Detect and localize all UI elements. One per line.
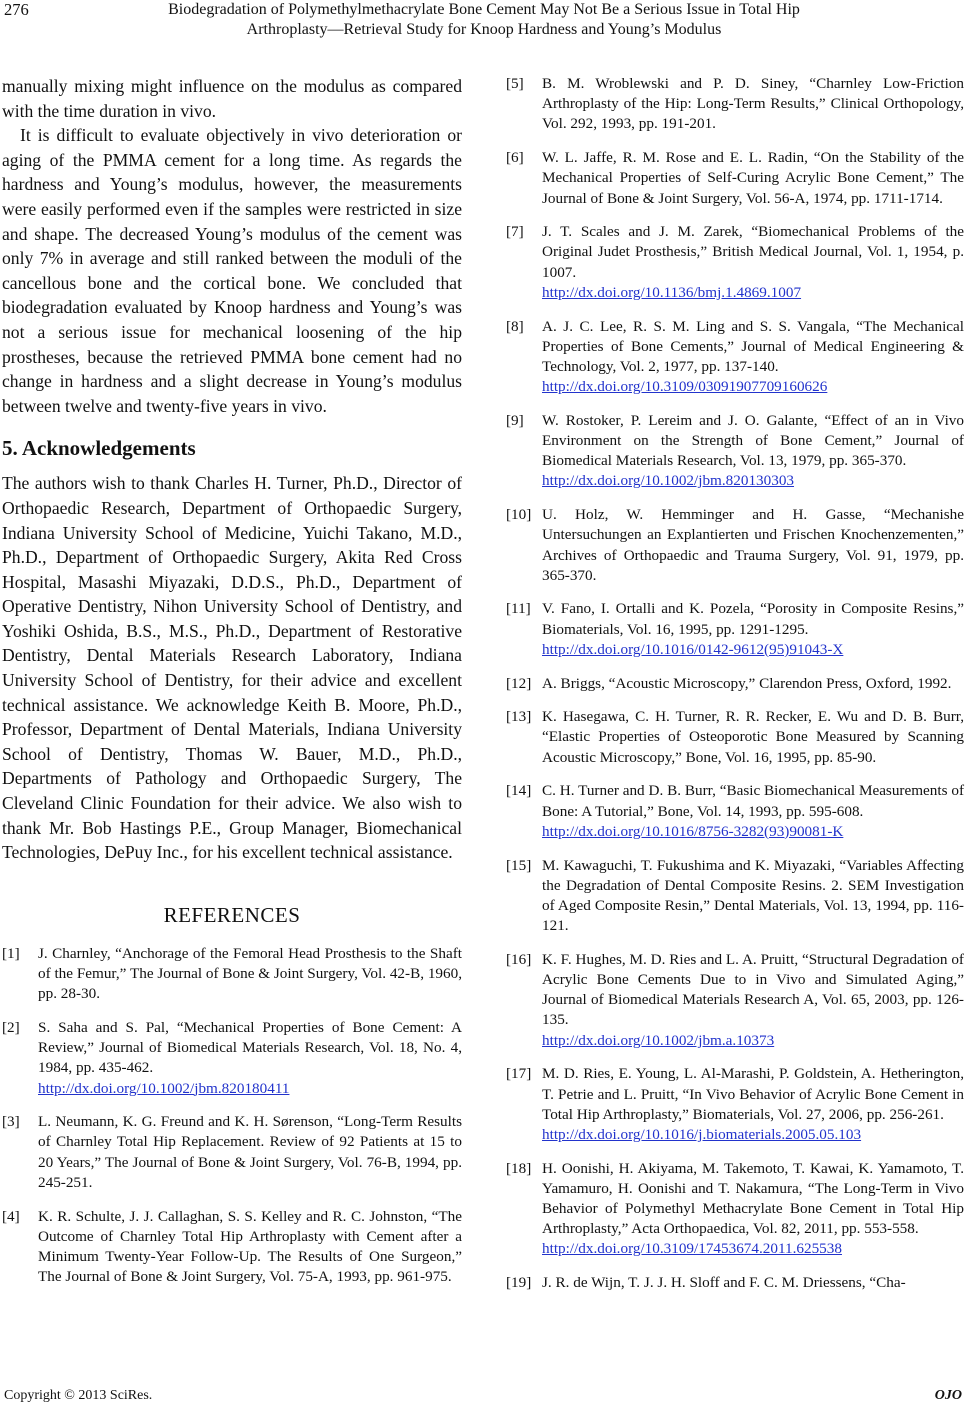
reference-item xyxy=(506,505,964,586)
doi-link[interactable]: http://dx.doi.org/10.1002/jbm.820180411 xyxy=(38,1079,290,1097)
reference-list-left xyxy=(2,944,462,1288)
right-column xyxy=(506,74,964,1307)
running-title xyxy=(0,0,968,40)
reference-text: J. Charnley, “Anchorage of the Femoral Head Prosthesis to the Shaft of the Femur,” The Journal of Bone & Joint Surgery, Vol. 42-B, 1960, pp. 28-30. xyxy=(38,944,462,1003)
reference-number: [3] xyxy=(2,1113,20,1131)
reference-text: S. Saha and S. Pal, “Mechanical Properties of Bone Cement: A Review,” Journal of Biomedical Materials Research, Vol. 18, No. 4, 1984, pp. 435-462. xyxy=(38,1018,462,1077)
reference-body xyxy=(38,944,462,1005)
reference-item xyxy=(2,1207,462,1288)
reference-body xyxy=(542,950,964,1051)
reference-number: [12] xyxy=(506,674,532,692)
reference-body xyxy=(542,505,964,586)
reference-text: K. Hasegawa, C. H. Turner, R. R. Recker, E. Wu and D. B. Burr, “Elastic Properties of Osteoporotic Bone Measured by Scanning Acoustic Microscopy,” Bone, Vol. 16, 1995, pp. 85-90. xyxy=(542,708,964,766)
reference-number: [9] xyxy=(506,411,524,429)
reference-text: A. Briggs, “Acoustic Microscopy,” Clarendon Press, Oxford, 1992. xyxy=(542,674,952,692)
reference-item xyxy=(2,944,462,1005)
reference-number: [15] xyxy=(506,856,532,874)
reference-text: L. Neumann, K. G. Freund and K. H. Sørenson, “Long-Term Results of Charnley Total Hip Replacement. Review of 92 Patients at 15 to 20 Years,” The Journal of Bone & Joint Surgery, Vol. 76-B, 1994, pp. 245-251. xyxy=(38,1113,462,1191)
doi-link[interactable]: http://dx.doi.org/10.1016/0142-9612(95)91043-X xyxy=(542,640,844,658)
reference-item xyxy=(506,411,964,492)
section-heading-acknowledgements: 5. Acknowledgements xyxy=(2,436,196,461)
reference-item xyxy=(506,1273,964,1293)
reference-number: [18] xyxy=(506,1159,532,1177)
doi-link[interactable]: http://dx.doi.org/10.1002/jbm.820130303 xyxy=(542,472,795,490)
reference-body xyxy=(542,674,964,694)
reference-body xyxy=(38,1018,462,1099)
reference-body xyxy=(542,148,964,209)
paragraph-continuation: manually mixing might influence on the modulus as compared with the time duration in vivo. xyxy=(2,76,462,121)
reference-text: K. R. Schulte, J. J. Callaghan, S. S. Kelley and R. C. Johnston, “The Outcome of Charnley Total Hip Arthroplasty with Cement after a Minimum Twenty-Year Follow-Up. The Results of One Surgeon,” The Journal of Bone & Joint Surgery, Vol. 75-A, 1993, pp. 961-975. xyxy=(38,1207,462,1286)
reference-text: H. Oonishi, H. Akiyama, M. Takemoto, T. Kawai, K. Yamamoto, T. Yamamuro, H. Oonishi and T. Nakamura, “The Long-Term in Vivo Behavior of Polymethyl Methacrylate Bone Cement in Total Hip Arthroplasty,” Acta Orthopaedica, Vol. 82, 2011, pp. 553-558. xyxy=(542,1159,964,1238)
reference-body xyxy=(38,1112,462,1193)
reference-item xyxy=(2,1112,462,1193)
reference-number: [8] xyxy=(506,317,524,335)
reference-text: M. Kawaguchi, T. Fukushima and K. Miyazaki, “Variables Affecting the Degradation of Dental Composite Resins. 2. SEM Investigation of Aged Composite Resin,” Dental Materials, Vol. 13, 1994, pp. 116-121. xyxy=(542,856,964,935)
reference-item xyxy=(506,674,964,694)
reference-item xyxy=(506,781,964,842)
paragraph-acknowledgements: The authors wish to thank Charles H. Turner, Ph.D., Director of Orthopaedic Research, Department of Orthopaedic Surgery, Indiana University School of Medicine, Yuichi Takano, M.D., Ph.D., Department of Orthopaedic Surgery, Akita Red Cross Hospital, Masashi Miyazaki, D.D.S., Ph.D., Department of Operative Dentistry, Nihon University School of Dentistry, and Yoshiki Oshida, B.S., M.S., Ph.D., Department of Restorative Dentistry, Dental Materials Research Laboratory, Indiana University School of Dentistry, for their advice and excellent technical assistance. We acknowledge Keith B. Moore, Ph.D., Professor, Department of Dental Materials, Indiana University School of Dentistry, Thomas W. Bauer, M.D., Ph.D., Departments of Pathology and Orthopaedic Surgery, The Cleveland Clinic Foundation for their advice. We also wish to thank Mr. Bob Hastings P.E., Group Manager, Biomechanical Technologies, DePuy Inc., for his excellent technical assistance. xyxy=(2,473,462,863)
reference-body xyxy=(542,707,964,768)
reference-number: [19] xyxy=(506,1274,532,1292)
reference-number: [4] xyxy=(2,1207,20,1225)
running-title-line1: Biodegradation of Polymethylmethacrylate Bone Cement May Not Be a Serious Issue in Total Hip xyxy=(168,1,800,18)
reference-item xyxy=(506,707,964,768)
reference-number: [13] xyxy=(506,708,532,726)
reference-number: [11] xyxy=(506,600,531,618)
left-column xyxy=(2,74,462,1301)
page-number: 276 xyxy=(4,0,29,19)
reference-item xyxy=(506,74,964,135)
doi-link[interactable]: http://dx.doi.org/10.1016/8756-3282(93)90081-K xyxy=(542,822,844,840)
copyright-notice: Copyright © 2013 SciRes. xyxy=(4,1388,153,1403)
reference-item xyxy=(506,599,964,660)
reference-number: [17] xyxy=(506,1065,532,1083)
reference-number: [1] xyxy=(2,944,20,962)
reference-body xyxy=(542,222,964,303)
reference-body xyxy=(542,781,964,842)
reference-text: A. J. C. Lee, R. S. M. Ling and S. S. Vangala, “The Mechanical Properties of Bone Cements,” Journal of Medical Engineering & Technology, Vol. 2, 1977, pp. 137-140. xyxy=(542,317,964,375)
doi-link[interactable]: http://dx.doi.org/10.1136/bmj.1.4869.1007 xyxy=(542,283,802,301)
reference-list-right xyxy=(506,74,964,1293)
reference-body xyxy=(542,74,964,135)
paragraph-conclusion: It is difficult to evaluate objectively in vivo deterioration or aging of the PMMA cement for a long time. As regards the hardness and Young’s modulus, however, the measurements were easily performed even if the samples were restricted in size and shape. The decreased Young’s modulus of the cement was only 7% in average and still ranked between the moduli of the cancellous bone and the cortical bone. We concluded that biodegradation evaluated by Knoop hardness and Young’s was not a serious issue for mechanical loosening of the hip prostheses, because the retrieved PMMA bone cement had no change in hardness and a slight decrease in Young’s modulus between twelve and twenty-five years in vivo. xyxy=(2,125,462,416)
reference-text: U. Holz, W. Hemminger and H. Gasse, “Mechanishe Untersuchungen an Explantierten und Frischen Knochenzementen,” Archives of Orthopaedic and Trauma Surgery, Vol. 91, 1979, pp. 365-370. xyxy=(542,506,964,584)
running-title-line2: Arthroplasty—Retrieval Study for Knoop Hardness and Young’s Modulus xyxy=(246,21,722,38)
running-header xyxy=(0,0,968,44)
reference-item xyxy=(506,1064,964,1145)
reference-item xyxy=(506,222,964,303)
reference-text: W. Rostoker, P. Lereim and J. O. Galante, “Effect of an in Vivo Environment on the Strength of Bone Cement,” Journal of Biomedical Materials Research, Vol. 13, 1979, pp. 365-370. xyxy=(542,411,964,470)
doi-link[interactable]: http://dx.doi.org/10.3109/03091907709160626 xyxy=(542,378,828,396)
reference-body xyxy=(38,1207,462,1288)
reference-text: J. T. Scales and J. M. Zarek, “Biomechanical Problems of the Original Judet Prosthesis,” British Medical Journal, Vol. 1, 1954, p. 1007. xyxy=(542,223,964,281)
reference-item xyxy=(2,1018,462,1099)
reference-number: [5] xyxy=(506,75,524,92)
reference-text: W. L. Jaffe, R. M. Rose and E. L. Radin, “On the Stability of the Mechanical Properties of Self-Curing Acrylic Bone Cement,” The Journal of Bone & Joint Surgery, Vol. 56-A, 1974, pp. 1711-1714. xyxy=(542,149,964,207)
reference-body xyxy=(542,1064,964,1145)
reference-number: [6] xyxy=(506,149,524,167)
reference-text: B. M. Wroblewski and P. D. Siney, “Charnley Low-Friction Arthroplasty of the Hip: Long-Term Results,” Clinical Orthopology, Vol. 292, 1993, pp. 191-201. xyxy=(542,75,964,133)
reference-number: [16] xyxy=(506,950,532,968)
reference-text: K. F. Hughes, M. D. Ries and L. A. Pruitt, “Structural Degradation of Acrylic Bone Cements Due to in Vivo and Simulated Aging,” Journal of Biomedical Materials Research A, Vol. 65, 2003, pp. 126-135. xyxy=(542,950,964,1029)
reference-number: [14] xyxy=(506,782,532,800)
journal-abbreviation: OJO xyxy=(934,1388,962,1403)
reference-number: [10] xyxy=(506,506,532,524)
reference-body xyxy=(542,411,964,492)
reference-item xyxy=(506,856,964,937)
reference-body xyxy=(542,599,964,660)
reference-number: [2] xyxy=(2,1018,20,1036)
reference-item xyxy=(506,950,964,1051)
reference-text: J. R. de Wijn, T. J. J. H. Sloff and F. C. M. Driessens, “Cha- xyxy=(542,1274,906,1292)
references-title: REFERENCES xyxy=(163,902,301,927)
reference-item xyxy=(506,317,964,398)
reference-item xyxy=(506,148,964,209)
reference-number: [7] xyxy=(506,223,524,241)
reference-body xyxy=(542,317,964,398)
doi-link[interactable]: http://dx.doi.org/10.3109/17453674.2011.625538 xyxy=(542,1240,842,1258)
reference-text: V. Fano, I. Ortalli and K. Pozela, “Porosity in Composite Resins,” Biomaterials, Vol. 16, 1995, pp. 1291-1295. xyxy=(542,600,964,638)
reference-body xyxy=(542,1273,964,1293)
reference-body xyxy=(542,856,964,937)
reference-text: M. D. Ries, E. Young, L. Al-Marashi, P. Goldstein, A. Hetherington, T. Petrie and L. Pruitt, “In Vivo Behavior of Acrylic Bone Cement in Total Hip Arthroplasty,” Biomaterials, Vol. 27, 2006, pp. 256-261. xyxy=(542,1065,964,1123)
reference-item xyxy=(506,1159,964,1260)
reference-text: C. H. Turner and D. B. Burr, “Basic Biomechanical Measurements of Bone: A Tutorial,” Bone, Vol. 14, 1993, pp. 595-608. xyxy=(542,782,964,820)
doi-link[interactable]: http://dx.doi.org/10.1016/j.biomaterials.2005.05.103 xyxy=(542,1125,862,1143)
reference-body xyxy=(542,1159,964,1260)
doi-link[interactable]: http://dx.doi.org/10.1002/jbm.a.10373 xyxy=(542,1031,775,1049)
